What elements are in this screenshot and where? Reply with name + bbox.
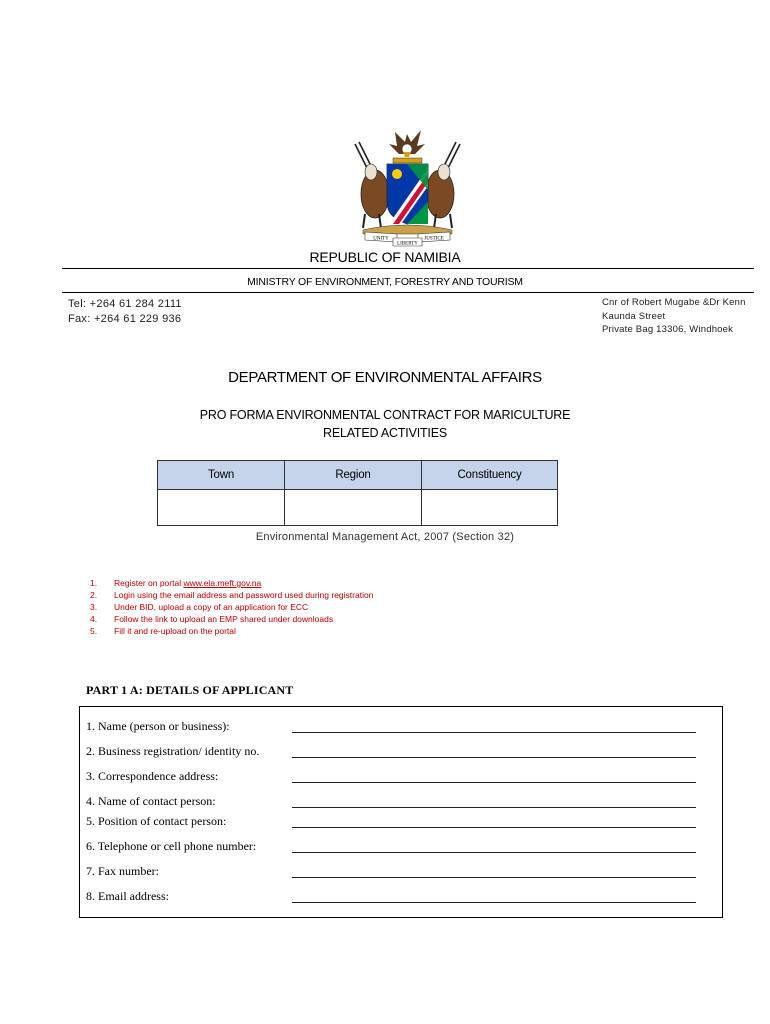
- section-heading: PART 1 A: DETAILS OF APPLICANT: [86, 683, 294, 697]
- form-title: [0, 406, 770, 442]
- address-line: Cnr of Robert Mugabe &Dr Kenn: [602, 297, 746, 308]
- instructions-list: [90, 577, 373, 637]
- field-label: 1. Name (person or business):: [86, 719, 230, 733]
- item-text: Fill it and re-upload on the portal: [114, 626, 236, 636]
- item-text: Under BID, upload a copy of an application for ECC: [114, 602, 309, 612]
- field-label: 7. Fax number:: [86, 864, 159, 878]
- column-header-town: Town: [158, 461, 285, 490]
- field-label: 4. Name of contact person:: [86, 794, 216, 808]
- location-table: [157, 460, 558, 526]
- motto-justice: JUSTICE: [424, 236, 444, 242]
- instruction-item: [90, 601, 373, 613]
- fax: Fax: +264 61 229 936: [68, 313, 182, 325]
- column-header-region: Region: [285, 461, 422, 490]
- item-number: 3.: [90, 602, 98, 612]
- address-line: Private Bag 13306, Windhoek: [602, 324, 734, 335]
- coat-of-arms-logo: [345, 124, 470, 248]
- fax-input-line[interactable]: [292, 877, 696, 878]
- field-label: 6. Telephone or cell phone number:: [86, 839, 257, 853]
- item-number: 4.: [90, 614, 98, 624]
- instruction-item: [90, 613, 373, 625]
- field-label: 2. Business registration/ identity no.: [86, 744, 260, 758]
- telephone: Tel: +264 61 284 2111: [68, 298, 182, 310]
- instruction-item: [90, 577, 373, 589]
- item-number: 1.: [90, 578, 98, 588]
- address-line: Kaunda Street: [602, 310, 666, 322]
- position-input-line[interactable]: [292, 827, 696, 828]
- header-rule-bottom: [62, 292, 754, 293]
- address-input-line[interactable]: [292, 782, 696, 783]
- form-title-line1: PRO FORMA ENVIRONMENTAL CONTRACT FOR MARICULTURE: [199, 408, 571, 422]
- field-label: 5. Position of contact person:: [86, 814, 227, 828]
- constituency-cell[interactable]: [422, 490, 558, 526]
- postal-address: [602, 296, 746, 337]
- item-text: Follow the link to upload an EMP shared under downloads: [114, 614, 334, 624]
- act-reference: Environmental Management Act, 2007 (Section 32): [255, 531, 515, 543]
- field-label: 3. Correspondence address:: [86, 769, 219, 783]
- item-number: 5.: [90, 626, 98, 636]
- item-text: Login using the email address and password used during registration: [114, 590, 374, 600]
- motto-liberty: LIBERTY: [397, 241, 418, 247]
- instruction-item: [90, 625, 373, 637]
- name-input-line[interactable]: [292, 732, 696, 733]
- town-cell[interactable]: [158, 490, 285, 526]
- region-cell[interactable]: [285, 490, 422, 526]
- portal-link[interactable]: www.eia.meft.gov.na: [183, 578, 262, 588]
- email-input-line[interactable]: [292, 902, 696, 903]
- telephone-input-line[interactable]: [292, 852, 696, 853]
- contact-numbers: [68, 297, 182, 327]
- form-title-line2: RELATED ACTIVITIES: [323, 426, 447, 440]
- header-rule-top: [62, 268, 754, 269]
- field-label: 8. Email address:: [86, 889, 169, 903]
- item-text: Register on portal: [114, 578, 184, 588]
- registration-input-line[interactable]: [292, 757, 696, 758]
- contact-person-input-line[interactable]: [292, 807, 696, 808]
- column-header-constituency: Constituency: [422, 461, 558, 490]
- motto-unity: UNITY: [373, 236, 389, 242]
- applicant-details-box: [79, 706, 723, 918]
- country-heading: REPUBLIC OF NAMIBIA: [309, 249, 461, 265]
- department-title: DEPARTMENT OF ENVIRONMENTAL AFFAIRS: [228, 369, 542, 386]
- ministry-heading: MINISTRY OF ENVIRONMENT, FORESTRY AND TOURISM: [247, 276, 523, 288]
- instruction-item: [90, 589, 373, 601]
- item-number: 2.: [90, 590, 98, 600]
